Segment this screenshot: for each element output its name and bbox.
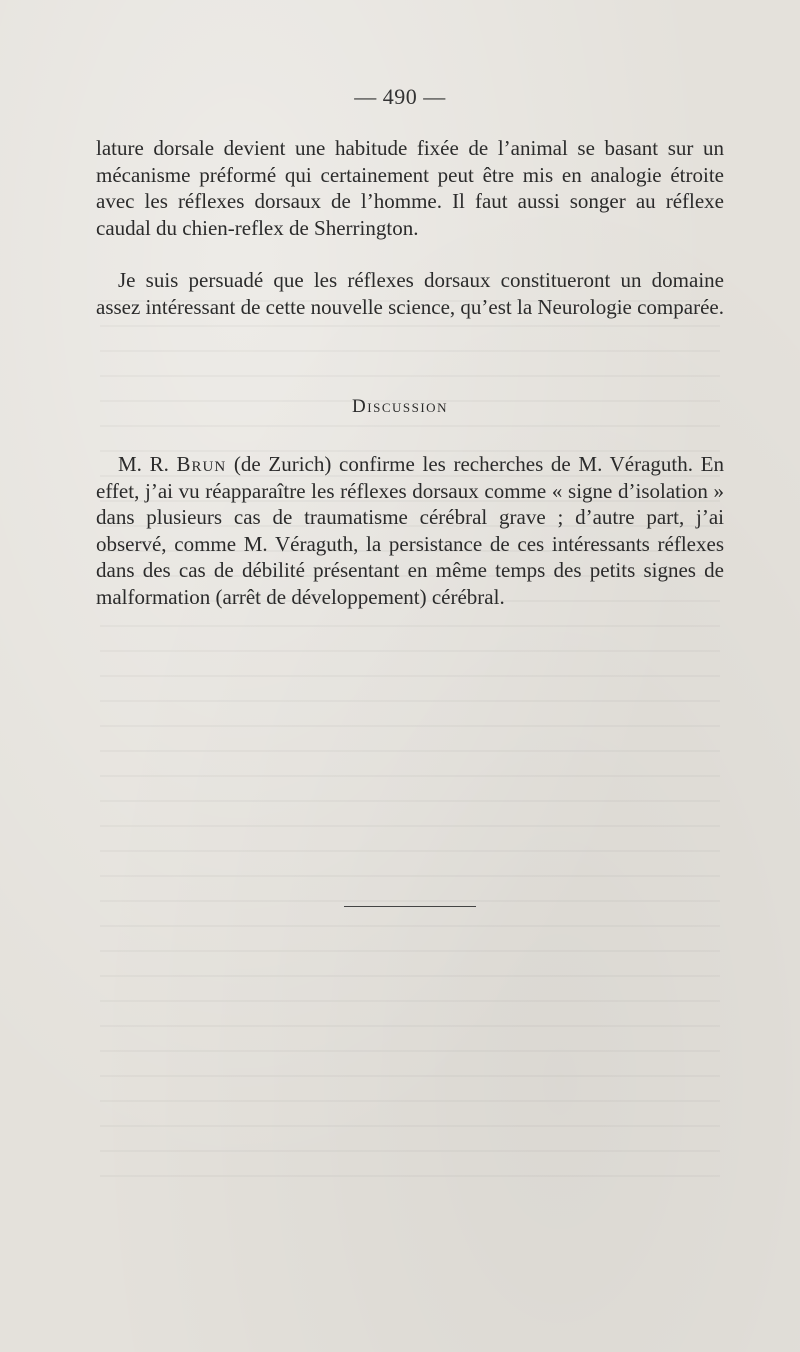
discussion-heading: Discussion [352, 396, 448, 417]
paragraph-2-text: Je suis persuadé que les réflexes dorsaux constitueront un domaine assez intéressant de cette nouvelle science, qu’est la Neurologie comparée. [96, 268, 724, 319]
show-through-texture [100, 300, 720, 1200]
speaker-prefix: M. R. [118, 452, 177, 476]
section-end-rule [344, 906, 476, 907]
discussion-paragraph [96, 451, 724, 610]
paragraph-continuation [96, 135, 724, 241]
speaker-name: Brun [176, 452, 227, 476]
discussion-paragraph-text [96, 451, 724, 610]
paragraph-1-text: lature dorsale devient une habitude fixée de l’animal se basant sur un mécanisme préformé qui certainement peut être mis en analogie étroite avec les réflexes dorsaux de l’homme. Il faut aussi songer au réflexe caudal du chien-reflex de Sherrington. [96, 136, 724, 240]
paragraph-conclusion [96, 267, 724, 320]
page-number: — 490 — [354, 84, 446, 109]
discussion-body: (de Zurich) confirme les recherches de M. Véraguth. En effet, j’ai vu réapparaître les réflexes dorsaux comme « signe d’isolation » dans plusieurs cas de traumatisme cérébral grave ; d’autre part, j’ai observé, comme M. Véraguth, la persistance de ces intéressants réflexes dans des cas de débilité présentant en même temps des petits signes de malformation (arrêt de développement) cérébral. [96, 452, 724, 609]
